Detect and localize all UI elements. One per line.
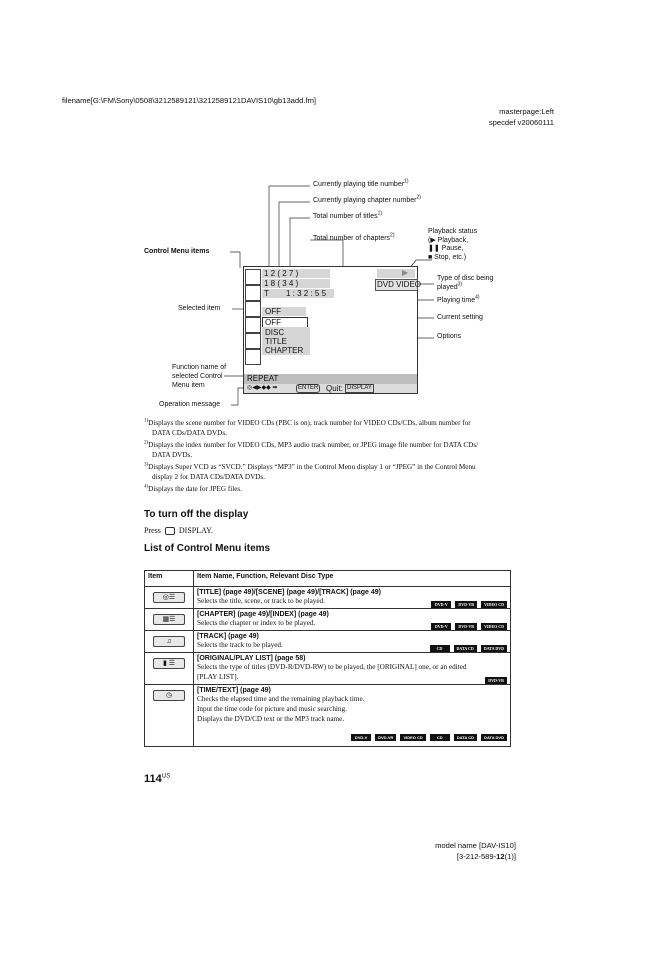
function-name: REPEAT [247, 374, 279, 383]
list-heading: List of Control Menu items [144, 543, 271, 554]
option-off[interactable]: OFF [265, 318, 281, 327]
page-number: $114^{US}$ [144, 773, 171, 785]
disc-badge: DATA CD [454, 645, 477, 652]
disc-badge: DVD-V [431, 623, 451, 630]
playing-time-label: Playing time$^{4)}$ [437, 294, 480, 304]
disc-type-label: Type of disc being played$^{3)}$ [437, 275, 494, 291]
item-title: [TITLE] (page 49)/[SCENE] (page 49)/[TRACK] (page 49) [197, 589, 381, 596]
disc-badge: CD [430, 734, 450, 741]
disc-badge: DVD-VR [375, 734, 396, 741]
arrow-keys-icon: ◎◀▶◆◆ ➡ [247, 385, 278, 391]
disc-badges [197, 726, 507, 744]
item-description: Selects the track to be played. CD DATA CD DATA DVD [197, 640, 507, 650]
item-description: Selects the chapter or index to be played. DVD-V DVD-VR VIDEO CD [197, 618, 507, 628]
item-title: [TIME/TEXT] (page 49) [197, 687, 271, 694]
table-row [145, 631, 511, 653]
item-description: Displays the DVD/CD text or the MP3 track name. [197, 715, 345, 723]
disc-badge: DATA CD [454, 734, 477, 741]
masterpage-header: masterpage:Left [499, 107, 554, 116]
disc-badge: DVD-V [431, 601, 451, 608]
option-chapter[interactable]: CHAPTER [265, 346, 304, 355]
table-row [145, 653, 511, 685]
footnotes [144, 419, 544, 495]
column-header-description: Item Name, Function, Relevant Disc Type [194, 571, 511, 587]
footnote-2: $^{2)}$Displays the index number for VIDEO CDs, MP3 audio track number, or JPEG image file number for DATA CDs/ DATA DVDs. [144, 440, 479, 459]
footnote-3: $^{3)}$Displays Super VCD as “SVCD.” Displays “MP3” in the Control Menu display 1 or “JPEG” in the Control Menu display 2 for DATA CDs/DATA DVDs. [144, 462, 476, 481]
title-scene-track-icon: ◎☰ [153, 592, 185, 603]
disc-badge: CD [430, 645, 450, 652]
title-chapter-row: 1 2 ( 2 7 ) [264, 269, 299, 278]
enter-button-icon: ENTER [298, 385, 319, 391]
menu-icon-3 [245, 301, 261, 317]
index-row: 1 8 ( 3 4 ) [264, 279, 299, 288]
play-icon: ▶ [402, 268, 409, 277]
disc-badge: DVD-VR [485, 677, 507, 684]
playback-status-indicator [377, 269, 415, 278]
item-title: [CHAPTER] (page 49)/[INDEX] (page 49) [197, 611, 329, 618]
item-title: [ORIGINAL/PLAY LIST] (page 58) [197, 655, 306, 662]
table-row [145, 609, 511, 631]
item-description: Checks the elapsed time and the remaining playback time. [197, 695, 365, 703]
disc-type: DVD VIDEO [377, 280, 422, 289]
selected-item-label: Selected item [178, 305, 221, 312]
function-name-label-1: Function name of [172, 364, 227, 371]
model-name: model name [DAV-IS10] [435, 841, 516, 850]
playback-status-label: Playback status (▶ Playback, ❚❚ Pause, ■ Stop, etc.) [428, 228, 478, 261]
option-title[interactable]: TITLE [265, 337, 287, 346]
time-text-icon: ◷ [153, 690, 185, 701]
chapter-number-label: Currently playing chapter number$^{2)}$ [313, 194, 421, 204]
total-chapters-label: Total number of chapters$^{2)}$ [313, 232, 395, 242]
function-name-label-3: Menu item [172, 382, 205, 389]
current-setting: OFF [265, 307, 281, 316]
menu-icon-1 [245, 269, 261, 285]
operation-message-label: Operation message [159, 401, 221, 408]
total-titles-label: Total number of titles$^{1)}$ [313, 210, 383, 220]
disc-badge: VIDEO CD [400, 734, 425, 741]
filename-header: filename[G:\FM\Sony\0508\3212589121\3212589121DAVIS10\gb13add.fm] [62, 96, 317, 105]
turn-off-heading: To turn off the display [144, 509, 249, 520]
disc-badge: VIDEO CD [481, 601, 507, 608]
item-description: Input the time code for picture and music searching. [197, 705, 347, 713]
disc-badge: DVD-VR [455, 601, 477, 608]
playlist-icon: ▮ ☰ [153, 658, 185, 669]
disc-badge: DATA DVD [481, 734, 507, 741]
menu-icon-selected [245, 317, 261, 333]
table-row [145, 587, 511, 609]
track-note-icon: ♫ [153, 636, 185, 647]
turn-off-instruction: Press DISPLAY. [144, 526, 213, 535]
table-header-row [145, 571, 511, 587]
item-description-cont: [PLAY LIST]. DVD-VR [197, 672, 507, 682]
display-button-icon: DISPLAY [347, 385, 372, 391]
menu-icon-6 [245, 349, 261, 365]
footnote-1: $^{1)}$Displays the scene number for VIDEO CDs (PBC is on), track number for VIDEO CDs/CDs, album number for DATA CDs/DATA DVDs. [144, 418, 471, 437]
option-disc[interactable]: DISC [265, 328, 285, 337]
display-button-icon [165, 527, 175, 535]
options-label: Options [437, 333, 462, 340]
disc-badge: VIDEO CD [481, 623, 507, 630]
footnote-4: $^{4)}$Displays the date for JPEG files. [144, 484, 242, 493]
item-description: Selects the title, scene, or track to be played. DVD-V DVD-VR VIDEO CD [197, 596, 507, 606]
control-menu-screen [243, 266, 422, 394]
time-row-label: T [264, 289, 269, 298]
chapter-index-icon: ▦☰ [153, 614, 185, 625]
control-menu-table [144, 570, 511, 747]
model-code: [3-212-589-12(1)] [456, 852, 516, 861]
item-title: [TRACK] (page 49) [197, 633, 259, 640]
column-header-item: Item [145, 571, 194, 587]
specdef-header: specdef v20060111 [488, 118, 554, 127]
table-row [145, 685, 511, 747]
disc-badge: DVD-V [351, 734, 371, 741]
current-setting-label: Current setting [437, 314, 483, 321]
disc-badge: DATA DVD [481, 645, 507, 652]
title-number-label: Currently playing title number$^{1)}$ [313, 178, 409, 188]
disc-badge: DVD-VR [455, 623, 477, 630]
item-description: Selects the type of titles (DVD-R/DVD-RW) to be played, the [ORIGINAL] one, or an edited [197, 663, 467, 671]
control-menu-items-label: Control Menu items [144, 248, 210, 255]
menu-icon-2 [245, 285, 261, 301]
quit-text: Quit: [326, 384, 343, 393]
playing-time: 1 : 3 2 : 5 5 [286, 289, 327, 298]
menu-icon-5 [245, 333, 261, 349]
function-name-label-2: selected Control [172, 373, 223, 380]
